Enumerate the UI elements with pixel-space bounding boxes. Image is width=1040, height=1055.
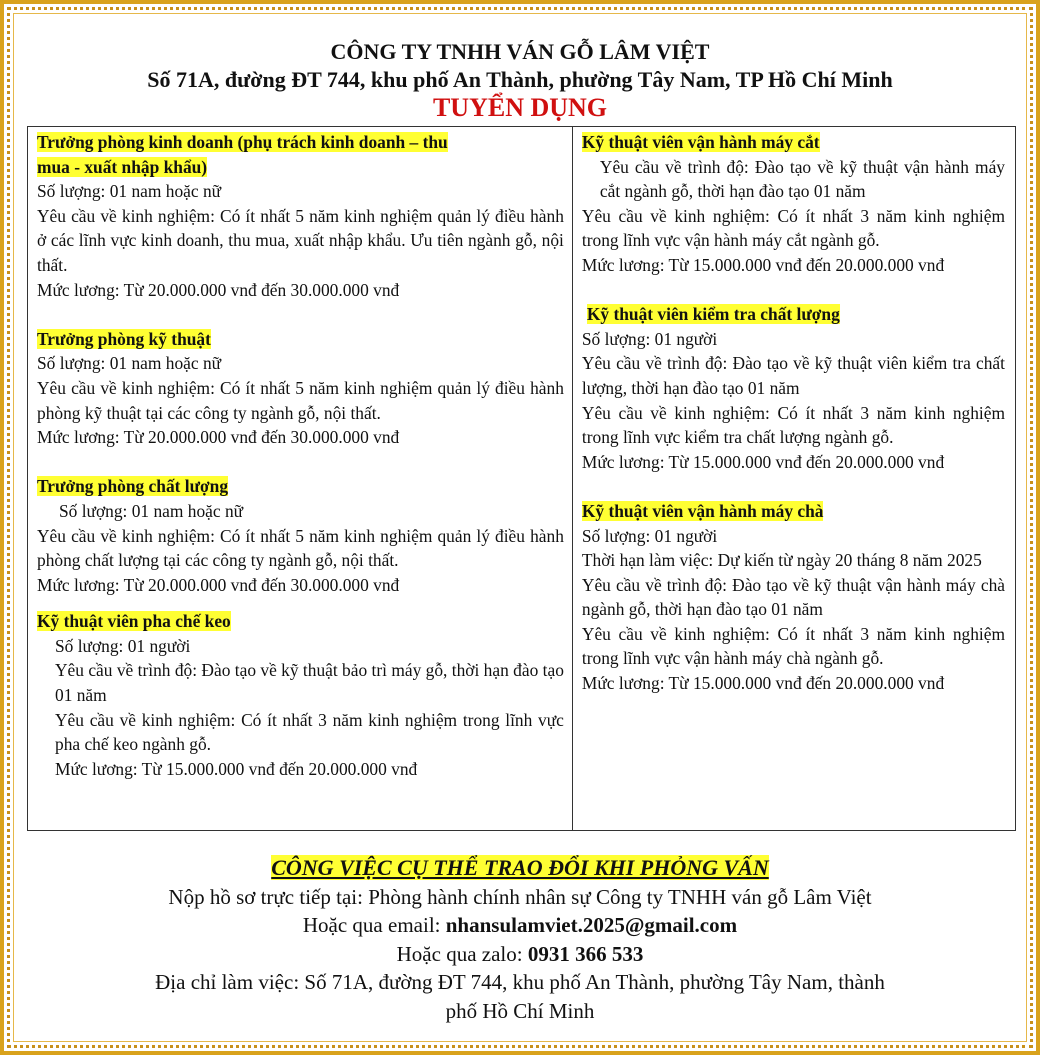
jobs-column-left [28,127,573,830]
email-info: Hoặc qua email: nhansulamviet.2025@gmail.com [302,913,738,937]
job-salary: Mức lương: Từ 15.000.000 vnđ đến 20.000.000 vnđ [581,673,945,694]
job-salary: Mức lương: Từ 20.000.000 vnđ đến 30.000.000 vnđ [37,574,400,595]
recruitment-title: TUYỂN DỤNG [432,93,608,122]
work-address-line1: Địa chỉ làm việc: Số 71A, đường ĐT 744, khu phố An Thành, phường Tây Nam, thành [155,970,885,994]
job-title: Kỹ thuật viên vận hành máy chà [581,500,824,521]
job-quantity: Số lượng: 01 nam hoặc nữ [37,353,222,374]
jobs-table [27,126,1016,831]
job-quantity: Số lượng: 01 người [581,328,718,349]
job-experience: Yêu cầu về kinh nghiệm: Có ít nhất 3 năm kinh nghiệm trong lĩnh vực kiểm tra chất lượng ngành gỗ. [581,402,1005,448]
job-education: Yêu cầu về trình độ: Đào tạo về kỹ thuật viên kiểm tra chất lượng, thời hạn đào tạo 01 năm [581,353,1005,398]
job-sanding-operator [582,499,1005,696]
job-cutting-operator [582,130,1005,278]
company-address: Số 71A, đường ĐT 744, khu phố An Thành, phường Tây Nam, TP Hồ Chí Minh [147,67,893,92]
job-title: Trưởng phòng kinh doanh (phụ trách kinh doanh – thu mua - xuất nhập khẩu) [37,132,448,177]
job-experience: Yêu cầu về kinh nghiệm: Có ít nhất 3 năm kinh nghiệm trong lĩnh vực pha chế keo ngành gỗ. [55,709,564,755]
job-title: Kỹ thuật viên kiểm tra chất lượng [586,304,840,325]
job-experience: Yêu cầu về kinh nghiệm: Có ít nhất 3 năm kinh nghiệm trong lĩnh vực vận hành máy cắt ngành gỗ. [581,205,1005,251]
job-education: Yêu cầu về trình độ: Đào tạo về kỹ thuật bảo trì máy gỗ, thời hạn đào tạo 01 năm [55,660,564,706]
zalo-number[interactable]: 0931 366 533 [527,941,644,966]
email-address[interactable]: nhansulamviet.2025@gmail.com [445,913,738,937]
job-quantity: Số lượng: 01 nam hoặc nữ [37,181,222,202]
job-title: Trưởng phòng chất lượng [37,476,229,497]
job-education: Yêu cầu về trình độ: Đào tạo về kỹ thuật vận hành máy cắt ngành gỗ, thời hạn đào tạo 01 năm [599,156,1005,202]
header [20,38,1020,122]
job-experience: Yêu cầu về kinh nghiệm: Có ít nhất 5 năm kinh nghiệm quản lý điều hành phòng kỹ thuật tại các công ty ngành gỗ, nội thất. [37,377,564,423]
job-title: Kỹ thuật viên pha chế keo [37,611,231,632]
job-experience: Yêu cầu về kinh nghiệm: Có ít nhất 3 năm kinh nghiệm trong lĩnh vực vận hành máy chà ngành gỗ. [581,623,1005,669]
job-glue-technician [37,609,564,781]
job-salary: Mức lương: Từ 15.000.000 vnđ đến 20.000.000 vnđ [581,254,945,275]
job-education: Yêu cầu về trình độ: Đào tạo về kỹ thuật vận hành máy chà ngành gỗ, thời hạn đào tạo 01 năm [581,574,1005,620]
job-quality-inspector [582,302,1005,474]
zalo-info: Hoặc qua zalo: 0931 366 533 [396,941,644,966]
job-term: Thời hạn làm việc: Dự kiến từ ngày 20 tháng 8 năm 2025 [581,550,982,571]
job-salary: Mức lương: Từ 20.000.000 vnđ đến 30.000.000 vnđ [37,279,400,300]
company-name: CÔNG TY TNHH VÁN GỖ LÂM VIỆT [330,39,710,64]
job-title: Trưởng phòng kỹ thuật [37,328,211,349]
job-sales-manager [37,130,564,302]
job-quantity: Số lượng: 01 nam hoặc nữ [59,500,244,521]
job-technical-manager [37,327,564,450]
job-experience: Yêu cầu về kinh nghiệm: Có ít nhất 5 năm kinh nghiệm quản lý điều hành phòng chất lượng tại các công ty ngành gỗ, nội thất. [37,525,564,571]
footer-title: CÔNG VIỆC CỤ THỂ TRAO ĐỔI KHI PHỎNG VẤN [271,855,769,880]
submit-info: Nộp hồ sơ trực tiếp tại: Phòng hành chính nhân sự Công ty TNHH ván gỗ Lâm Việt [168,884,872,909]
footer [20,854,1020,1025]
job-salary: Mức lương: Từ 15.000.000 vnđ đến 20.000.000 vnđ [55,758,418,779]
job-experience: Yêu cầu về kinh nghiệm: Có ít nhất 5 năm kinh nghiệm quản lý điều hành ở các lĩnh vực kinh doanh, thu mua, xuất nhập khẩu. Ưu tiên ngành gỗ, nội thất. [37,205,564,275]
jobs-column-right [573,127,1015,830]
work-address-line2: phố Hồ Chí Minh [445,998,595,1023]
job-quality-manager [37,474,564,597]
job-quantity: Số lượng: 01 người [55,635,191,656]
job-salary: Mức lương: Từ 15.000.000 vnđ đến 20.000.000 vnđ [581,451,945,472]
job-quantity: Số lượng: 01 người [581,525,718,546]
job-salary: Mức lương: Từ 20.000.000 vnđ đến 30.000.000 vnđ [37,427,400,448]
job-title: Kỹ thuật viên vận hành máy cắt [581,132,820,152]
